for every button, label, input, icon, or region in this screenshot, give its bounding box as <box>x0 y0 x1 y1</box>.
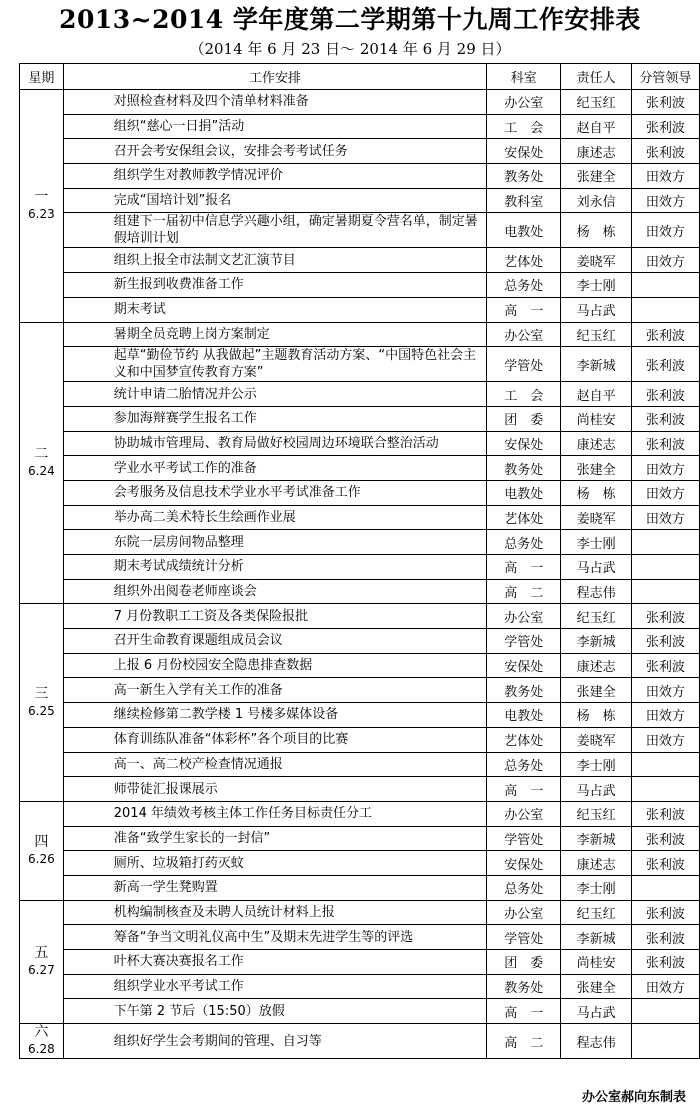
person-cell: 姜晓军 <box>561 248 631 273</box>
dept-cell: 办公室 <box>487 900 561 925</box>
dept-cell: 安保处 <box>487 653 561 678</box>
person-cell: 纪玉红 <box>561 604 631 629</box>
task-cell: 继续检修第二教学楼 1 号楼多媒体设备 <box>63 703 486 728</box>
schedule-row <box>20 114 700 139</box>
day-date: 6.24 <box>28 463 55 478</box>
person-cell: 康述志 <box>561 139 631 164</box>
schedule-row <box>20 90 700 115</box>
schedule-row <box>20 777 700 802</box>
schedule-row <box>20 925 700 950</box>
person-cell: 李新城 <box>561 925 631 950</box>
dept-cell: 安保处 <box>487 139 561 164</box>
person-cell: 纪玉红 <box>561 322 631 347</box>
leader-cell <box>631 999 699 1024</box>
leader-cell: 张利波 <box>631 604 699 629</box>
task-cell: 师带徒汇报课展示 <box>63 777 486 802</box>
leader-cell <box>631 875 699 900</box>
person-cell: 康述志 <box>561 851 631 876</box>
task-cell: 召开会考安保组会议，安排会考考试任务 <box>63 139 486 164</box>
task-cell: 期末考试成绩统计分析 <box>63 555 486 580</box>
person-cell: 李士刚 <box>561 875 631 900</box>
task-cell: 上报 6 月份校园安全隐患排查数据 <box>63 653 486 678</box>
dept-cell: 学管处 <box>487 347 561 382</box>
schedule-row <box>20 297 700 322</box>
task-cell: 举办高二美术特长生绘画作业展 <box>63 505 486 530</box>
task-cell: 准备“致学生家长的一封信” <box>63 826 486 851</box>
task-cell: 起草“勤俭节约 从我做起”主题教育活动方案、“中国特色社会主义和中国梦宣传教育方案” <box>63 347 486 382</box>
person-cell: 杨 栋 <box>561 213 631 248</box>
dept-cell: 艺体处 <box>487 727 561 752</box>
task-cell: 召开生命教育课题组成员会议 <box>63 629 486 654</box>
schedule-row <box>20 875 700 900</box>
dept-cell: 团 委 <box>487 950 561 975</box>
person-cell: 李士刚 <box>561 752 631 777</box>
dept-cell: 教务处 <box>487 456 561 481</box>
dept-cell: 工 会 <box>487 114 561 139</box>
schedule-row <box>20 752 700 777</box>
dept-cell: 教务处 <box>487 678 561 703</box>
person-cell: 马占武 <box>561 297 631 322</box>
leader-cell: 田效方 <box>631 188 699 213</box>
schedule-row <box>20 248 700 273</box>
leader-cell: 田效方 <box>631 164 699 189</box>
dept-cell: 办公室 <box>487 604 561 629</box>
day-name: 五 <box>34 944 49 961</box>
task-cell: 暑期全员竞聘上岗方案制定 <box>63 322 486 347</box>
day-date: 6.28 <box>28 1042 55 1057</box>
person-cell: 杨 栋 <box>561 480 631 505</box>
schedule-row <box>20 555 700 580</box>
dept-cell: 办公室 <box>487 801 561 826</box>
schedule-row <box>20 1024 700 1059</box>
leader-cell: 张利波 <box>631 925 699 950</box>
person-cell: 纪玉红 <box>561 900 631 925</box>
leader-cell: 张利波 <box>631 629 699 654</box>
task-cell: 参加海辩赛学生报名工作 <box>63 406 486 431</box>
person-cell: 李士刚 <box>561 530 631 555</box>
day-name: 三 <box>34 685 49 702</box>
leader-cell: 田效方 <box>631 505 699 530</box>
schedule-row <box>20 727 700 752</box>
leader-cell: 张利波 <box>631 801 699 826</box>
dept-cell: 安保处 <box>487 851 561 876</box>
person-cell: 康述志 <box>561 653 631 678</box>
leader-cell: 张利波 <box>631 406 699 431</box>
schedule-row <box>20 213 700 248</box>
task-cell: 完成“国培计划”报名 <box>63 188 486 213</box>
schedule-row <box>20 579 700 604</box>
leader-cell: 张利波 <box>631 114 699 139</box>
leader-cell <box>631 530 699 555</box>
header-dept: 科室 <box>487 64 561 90</box>
schedule-row <box>20 851 700 876</box>
schedule-row <box>20 653 700 678</box>
day-cell <box>20 1024 64 1059</box>
header-day: 星期 <box>20 64 64 90</box>
dept-cell: 总务处 <box>487 530 561 555</box>
date-range-subtitle: （2014 年 6 月 23 日～ 2014 年 6 月 29 日） <box>189 40 511 58</box>
schedule-row <box>20 322 700 347</box>
dept-cell: 工 会 <box>487 382 561 407</box>
person-cell: 马占武 <box>561 555 631 580</box>
person-cell: 纪玉红 <box>561 90 631 115</box>
dept-cell: 高 一 <box>487 555 561 580</box>
day-cell <box>20 322 64 604</box>
schedule-row <box>20 629 700 654</box>
header-leader: 分管领导 <box>631 64 699 90</box>
schedule-table <box>19 63 700 1059</box>
schedule-row <box>20 139 700 164</box>
header-row <box>20 64 700 90</box>
person-cell: 马占武 <box>561 999 631 1024</box>
task-cell: 2014 年绩效考核主体工作任务目标责任分工 <box>63 801 486 826</box>
schedule-body <box>20 90 700 1059</box>
schedule-row <box>20 974 700 999</box>
task-cell: 筹备“争当文明礼仪高中生”及期末先进学生等的评选 <box>63 925 486 950</box>
leader-cell: 田效方 <box>631 456 699 481</box>
schedule-row <box>20 530 700 555</box>
task-cell: 新高一学生凳购置 <box>63 875 486 900</box>
day-date: 6.27 <box>28 962 55 977</box>
dept-cell: 艺体处 <box>487 505 561 530</box>
leader-cell <box>631 752 699 777</box>
schedule-row <box>20 273 700 298</box>
schedule-row <box>20 703 700 728</box>
dept-cell: 电教处 <box>487 703 561 728</box>
person-cell: 纪玉红 <box>561 801 631 826</box>
dept-cell: 高 一 <box>487 297 561 322</box>
leader-cell <box>631 579 699 604</box>
task-cell: 对照检查材料及四个清单材料准备 <box>63 90 486 115</box>
day-cell <box>20 801 64 900</box>
person-cell: 李新城 <box>561 826 631 851</box>
dept-cell: 安保处 <box>487 431 561 456</box>
dept-cell: 电教处 <box>487 213 561 248</box>
task-cell: 高一、高二校产检查情况通报 <box>63 752 486 777</box>
leader-cell <box>631 777 699 802</box>
dept-cell: 电教处 <box>487 480 561 505</box>
dept-cell: 学管处 <box>487 629 561 654</box>
task-cell: 组织好学生会考期间的管理、自习等 <box>63 1024 486 1059</box>
person-cell: 杨 栋 <box>561 703 631 728</box>
task-cell: 组织上报全市法制文艺汇演节目 <box>63 248 486 273</box>
person-cell: 李新城 <box>561 629 631 654</box>
person-cell: 程志伟 <box>561 579 631 604</box>
person-cell: 张建全 <box>561 456 631 481</box>
dept-cell: 总务处 <box>487 875 561 900</box>
task-cell: 7 月份教职工工资及各类保险报批 <box>63 604 486 629</box>
day-cell <box>20 604 64 802</box>
leader-cell: 张利波 <box>631 653 699 678</box>
day-name: 二 <box>34 445 49 462</box>
task-cell: 新生报到收费准备工作 <box>63 273 486 298</box>
person-cell: 康述志 <box>561 431 631 456</box>
task-cell: 东院一层房间物品整理 <box>63 530 486 555</box>
leader-cell: 张利波 <box>631 382 699 407</box>
day-name: 六 <box>34 1024 49 1041</box>
person-cell: 程志伟 <box>561 1024 631 1059</box>
leader-cell: 张利波 <box>631 139 699 164</box>
person-cell: 张建全 <box>561 678 631 703</box>
schedule-row <box>20 826 700 851</box>
task-cell: 厕所、垃圾箱打药灭蚊 <box>63 851 486 876</box>
leader-cell <box>631 297 699 322</box>
person-cell: 刘永信 <box>561 188 631 213</box>
schedule-row <box>20 188 700 213</box>
task-cell: 组织学业水平考试工作 <box>63 974 486 999</box>
person-cell: 尚桂安 <box>561 406 631 431</box>
leader-cell: 田效方 <box>631 213 699 248</box>
day-name: 一 <box>34 188 49 205</box>
task-cell: 组建下一届初中信息学兴趣小组，确定暑期夏令营名单，制定暑假培训计划 <box>63 213 486 248</box>
dept-cell: 办公室 <box>487 322 561 347</box>
task-cell: 协助城市管理局、教育局做好校园周边环境联合整治活动 <box>63 431 486 456</box>
page-title: 2013~2014 学年度第二学期第十九周工作安排表 <box>59 5 641 34</box>
dept-cell: 学管处 <box>487 925 561 950</box>
dept-cell: 高 二 <box>487 579 561 604</box>
schedule-row <box>20 164 700 189</box>
leader-cell: 张利波 <box>631 826 699 851</box>
leader-cell: 田效方 <box>631 678 699 703</box>
task-cell: 下午第 2 节后（15:50）放假 <box>63 999 486 1024</box>
person-cell: 张建全 <box>561 164 631 189</box>
task-cell: 统计申请二胎情况并公示 <box>63 382 486 407</box>
schedule-row <box>20 480 700 505</box>
leader-cell: 张利波 <box>631 851 699 876</box>
schedule-row <box>20 604 700 629</box>
schedule-row <box>20 406 700 431</box>
dept-cell: 学管处 <box>487 826 561 851</box>
dept-cell: 团 委 <box>487 406 561 431</box>
person-cell: 李新城 <box>561 347 631 382</box>
person-cell: 马占武 <box>561 777 631 802</box>
schedule-row <box>20 505 700 530</box>
task-cell: 组织“慈心一日捐”活动 <box>63 114 486 139</box>
dept-cell: 艺体处 <box>487 248 561 273</box>
day-cell <box>20 90 64 323</box>
leader-cell <box>631 1024 699 1059</box>
day-cell <box>20 900 64 1023</box>
leader-cell <box>631 273 699 298</box>
leader-cell: 田效方 <box>631 248 699 273</box>
person-cell: 姜晓军 <box>561 727 631 752</box>
header-task: 工作安排 <box>63 64 486 90</box>
schedule-row <box>20 347 700 382</box>
leader-cell: 张利波 <box>631 431 699 456</box>
dept-cell: 高 二 <box>487 1024 561 1059</box>
person-cell: 李士刚 <box>561 273 631 298</box>
schedule-row <box>20 382 700 407</box>
day-date: 6.25 <box>28 703 55 718</box>
person-cell: 赵自平 <box>561 382 631 407</box>
leader-cell <box>631 555 699 580</box>
schedule-row <box>20 456 700 481</box>
leader-cell: 田效方 <box>631 480 699 505</box>
leader-cell: 张利波 <box>631 950 699 975</box>
day-name: 四 <box>34 833 49 850</box>
schedule-row <box>20 950 700 975</box>
day-date: 6.26 <box>28 851 55 866</box>
person-cell: 张建全 <box>561 974 631 999</box>
header-person: 责任人 <box>561 64 631 90</box>
dept-cell: 总务处 <box>487 273 561 298</box>
leader-cell: 张利波 <box>631 322 699 347</box>
task-cell: 叶杯大赛决赛报名工作 <box>63 950 486 975</box>
leader-cell: 张利波 <box>631 900 699 925</box>
schedule-row <box>20 801 700 826</box>
leader-cell: 田效方 <box>631 703 699 728</box>
schedule-row <box>20 999 700 1024</box>
task-cell: 高一新生入学有关工作的准备 <box>63 678 486 703</box>
task-cell: 会考服务及信息技术学业水平考试准备工作 <box>63 480 486 505</box>
task-cell: 组织外出阅卷老师座谈会 <box>63 579 486 604</box>
leader-cell: 田效方 <box>631 974 699 999</box>
dept-cell: 总务处 <box>487 752 561 777</box>
leader-cell: 张利波 <box>631 90 699 115</box>
dept-cell: 办公室 <box>487 90 561 115</box>
person-cell: 赵自平 <box>561 114 631 139</box>
schedule-row <box>20 431 700 456</box>
person-cell: 尚桂安 <box>561 950 631 975</box>
task-cell: 期末考试 <box>63 297 486 322</box>
schedule-row <box>20 678 700 703</box>
task-cell: 组织学生对教师教学情况评价 <box>63 164 486 189</box>
task-cell: 体育训练队准备“体彩杯”各个项目的比赛 <box>63 727 486 752</box>
dept-cell: 高 一 <box>487 777 561 802</box>
dept-cell: 教务处 <box>487 974 561 999</box>
footer-author: 办公室郝向东制表 <box>581 1090 686 1105</box>
task-cell: 学业水平考试工作的准备 <box>63 456 486 481</box>
day-date: 6.23 <box>28 206 55 221</box>
leader-cell: 田效方 <box>631 727 699 752</box>
task-cell: 机构编制核查及未聘人员统计材料上报 <box>63 900 486 925</box>
leader-cell: 张利波 <box>631 347 699 382</box>
dept-cell: 高 一 <box>487 999 561 1024</box>
person-cell: 姜晓军 <box>561 505 631 530</box>
dept-cell: 教务处 <box>487 164 561 189</box>
dept-cell: 教科室 <box>487 188 561 213</box>
schedule-row <box>20 900 700 925</box>
